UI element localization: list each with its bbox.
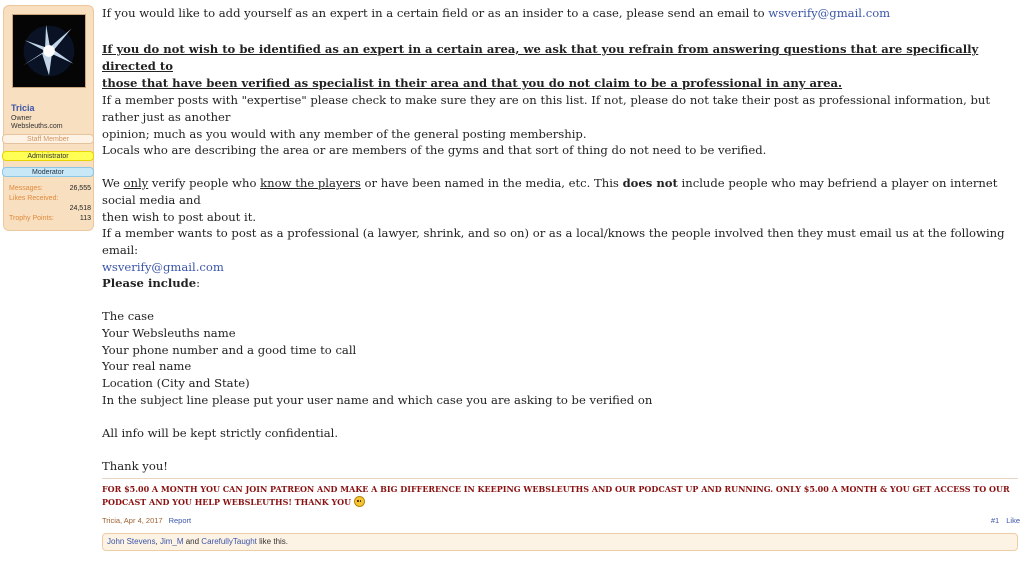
warning-line: those that have been verified as specialist in their area and that you do not claim to be a professional in any area. [102,75,843,90]
stat-label: Likes Received: [9,195,59,202]
list-item: Your real name [102,359,192,374]
stat-value[interactable]: 26,555 [69,185,91,192]
warning-line: If you do not wish to be identified as an expert in a certain area, we ask that you refrain from answering questions that are specifically directed to [102,42,979,73]
signature [102,483,1018,508]
verify-text: verify people who [148,176,261,190]
author-date[interactable]: Tricia, Apr 4, 2017 [102,516,163,525]
stat-label: Trophy Points: [9,215,54,222]
post-number-link[interactable]: #1 [990,516,1000,525]
email-link[interactable]: wsverify@gmail.com [102,259,224,274]
include-heading [102,275,200,292]
verify-text: or have been named in the media, etc. This [360,176,623,190]
stat-trophy-points [9,214,91,224]
include-heading-text: Please include [102,276,197,290]
professional-paragraph [102,225,1022,275]
liker-link[interactable]: Jim_M [159,537,184,546]
moderator-banner: Moderator [2,167,94,177]
verify-paragraph [102,175,1022,225]
likes-separator: , [155,537,160,546]
include-colon: : [196,276,201,290]
email-link[interactable]: wsverify@gmail.com [768,6,891,20]
list-item: Your phone number and a good time to call [102,342,357,357]
username-link[interactable]: Tricia [11,103,35,113]
list-item: In the subject line please put your user name and which case you are asking to be verified on [102,392,653,407]
thank-you-text: Thank you! [102,459,168,473]
avatar-image [13,15,85,87]
does-not-text: does not [622,176,678,190]
list-item: The case [102,309,154,323]
staff-member-banner: Staff Member [2,134,94,144]
signature-line: FOR $5.00 A MONTH YOU CAN JOIN PATREON AND MAKE A BIG DIFFERENCE IN KEEPING WEBSLEUTHS AND OUR PODCAST UP AND RUNNING. ONLY $5.00 A MONTH & YOU GET ACCESS TO OUR [102,484,1010,494]
only-text: only [123,176,149,190]
likes-summary [102,533,1018,551]
intro-paragraph [102,5,890,22]
list-item: Your Websleuths name [102,325,236,340]
know-players-text: know the players [260,176,361,190]
verify-text: include people who may befriend a player on internet social media and [102,176,998,207]
user-avatar[interactable] [12,14,86,88]
stat-messages [9,184,91,194]
post-actions [984,516,1020,525]
post-meta [102,516,191,525]
verify-text: We [102,176,124,190]
expertise-line: opinion; much as you would with any member of the general posting membership. [102,126,587,141]
likes-suffix: like this. [256,537,289,546]
message-user-info [3,5,94,231]
professional-text: If a member wants to post as a professional (a lawyer, shrink, and so on) or as a local/knows the people involved then they must email us at the following email: [102,226,1005,257]
expertise-line: If a member posts with "expertise" please check to make sure they are on this list. If not, please do not take their post as professional information, but rather just as another [102,93,991,124]
verify-text: then wish to post about it. [102,209,257,224]
user-title [11,115,91,131]
liker-link[interactable]: John Stevens [107,537,156,546]
signature-divider [102,478,1018,479]
user-title-line: Owner [11,115,32,122]
stat-label: Messages: [9,185,43,192]
administrator-banner: Administrator [2,151,94,161]
stat-value[interactable]: 113 [79,215,91,222]
stat-likes-value [9,204,91,214]
include-list [102,308,652,409]
intro-text: If you would like to add yourself as an expert in a certain field or as an insider to a case, please send an email to [102,6,769,20]
signature-line: PODCAST AND YOU HELP WEBSLEUTHS! THANK YOU [102,496,352,507]
stat-likes-received [9,194,91,204]
smiley-icon [354,496,365,507]
list-item: Location (City and State) [102,376,250,391]
like-link[interactable]: Like [1006,516,1020,525]
warning-paragraph [102,41,1022,91]
expertise-paragraph [102,92,1022,142]
stat-value: 24,518 [69,205,91,212]
report-link[interactable]: Report [168,516,192,525]
locals-paragraph: Locals who are describing the area or are members of the gyms and that sort of thing do not need to be verified. [102,143,767,157]
likes-and: and [183,537,202,546]
liker-link[interactable]: CarefullyTaught [201,537,257,546]
confidential-text: All info will be kept strictly confidential. [102,426,339,440]
user-stats [9,184,91,224]
user-title-line: Websleuths.com [11,123,63,130]
